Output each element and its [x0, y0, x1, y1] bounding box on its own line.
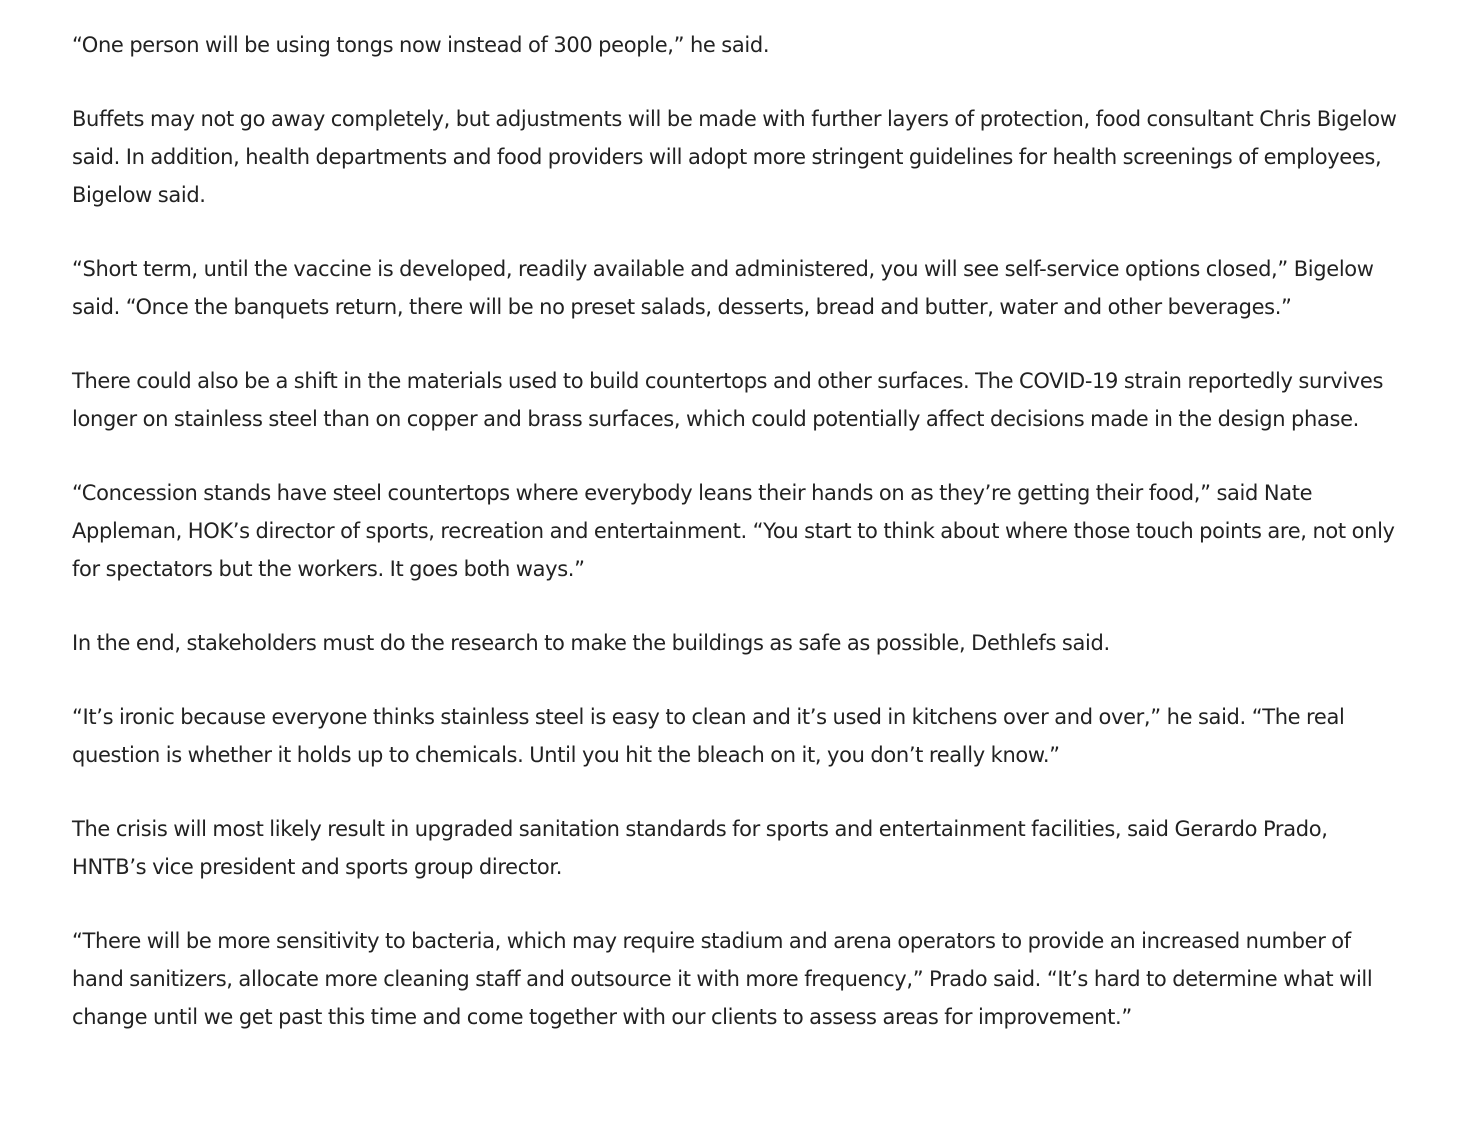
paragraph-quote-short-term: “Short term, until the vaccine is developed, readily available and administered, you will see self-service options closed,” Bigelow said. “Once the banquets return, there will be no preset salads, desserts, bread and butter, water and other beverages.” — [72, 257, 1374, 319]
paragraph-quote-stainless: “It’s ironic because everyone thinks stainless steel is easy to clean and it’s used in kitchens over and over,” he said. “The real question is whether it holds up to chemicals. Until you hit the bleach on it, you don’t really know.” — [72, 705, 1345, 767]
article-body — [72, 26, 1402, 1072]
paragraph-sanitation: The crisis will most likely result in upgraded sanitation standards for sports and entertainment facilities, said Gerardo Prado, HNTB’s vice president and sports group director. — [72, 817, 1328, 879]
paragraph-quote-concession: “Concession stands have steel countertops where everybody leans their hands on as they’re getting their food,” said Nate Appleman, HOK’s director of sports, recreation and entertainment. “You start to think about where those touch points are, not only for spectators but the workers. It goes both ways.” — [72, 481, 1395, 581]
paragraph-stakeholders: In the end, stakeholders must do the research to make the buildings as safe as possible, Dethlefs said. — [72, 631, 1110, 655]
paragraph-materials: There could also be a shift in the materials used to build countertops and other surfaces. The COVID-19 strain reportedly survives longer on stainless steel than on copper and brass surfaces, which could potentially affect decisions made in the design phase. — [72, 369, 1384, 431]
paragraph-quote-bacteria: “There will be more sensitivity to bacteria, which may require stadium and arena operators to provide an increased number of hand sanitizers, allocate more cleaning staff and outsource it with more frequency,” Prado said. “It’s hard to determine what will change until we get past this time and come together with our clients to assess areas for improvement.” — [72, 929, 1373, 1029]
paragraph-quote-tongs: “One person will be using tongs now instead of 300 people,” he said. — [72, 33, 770, 57]
paragraph-buffets: Buffets may not go away completely, but adjustments will be made with further layers of protection, food consultant Chris Bigelow said. In addition, health departments and food providers will adopt more stringent guidelines for health screenings of employees, Bigelow said. — [72, 107, 1397, 207]
